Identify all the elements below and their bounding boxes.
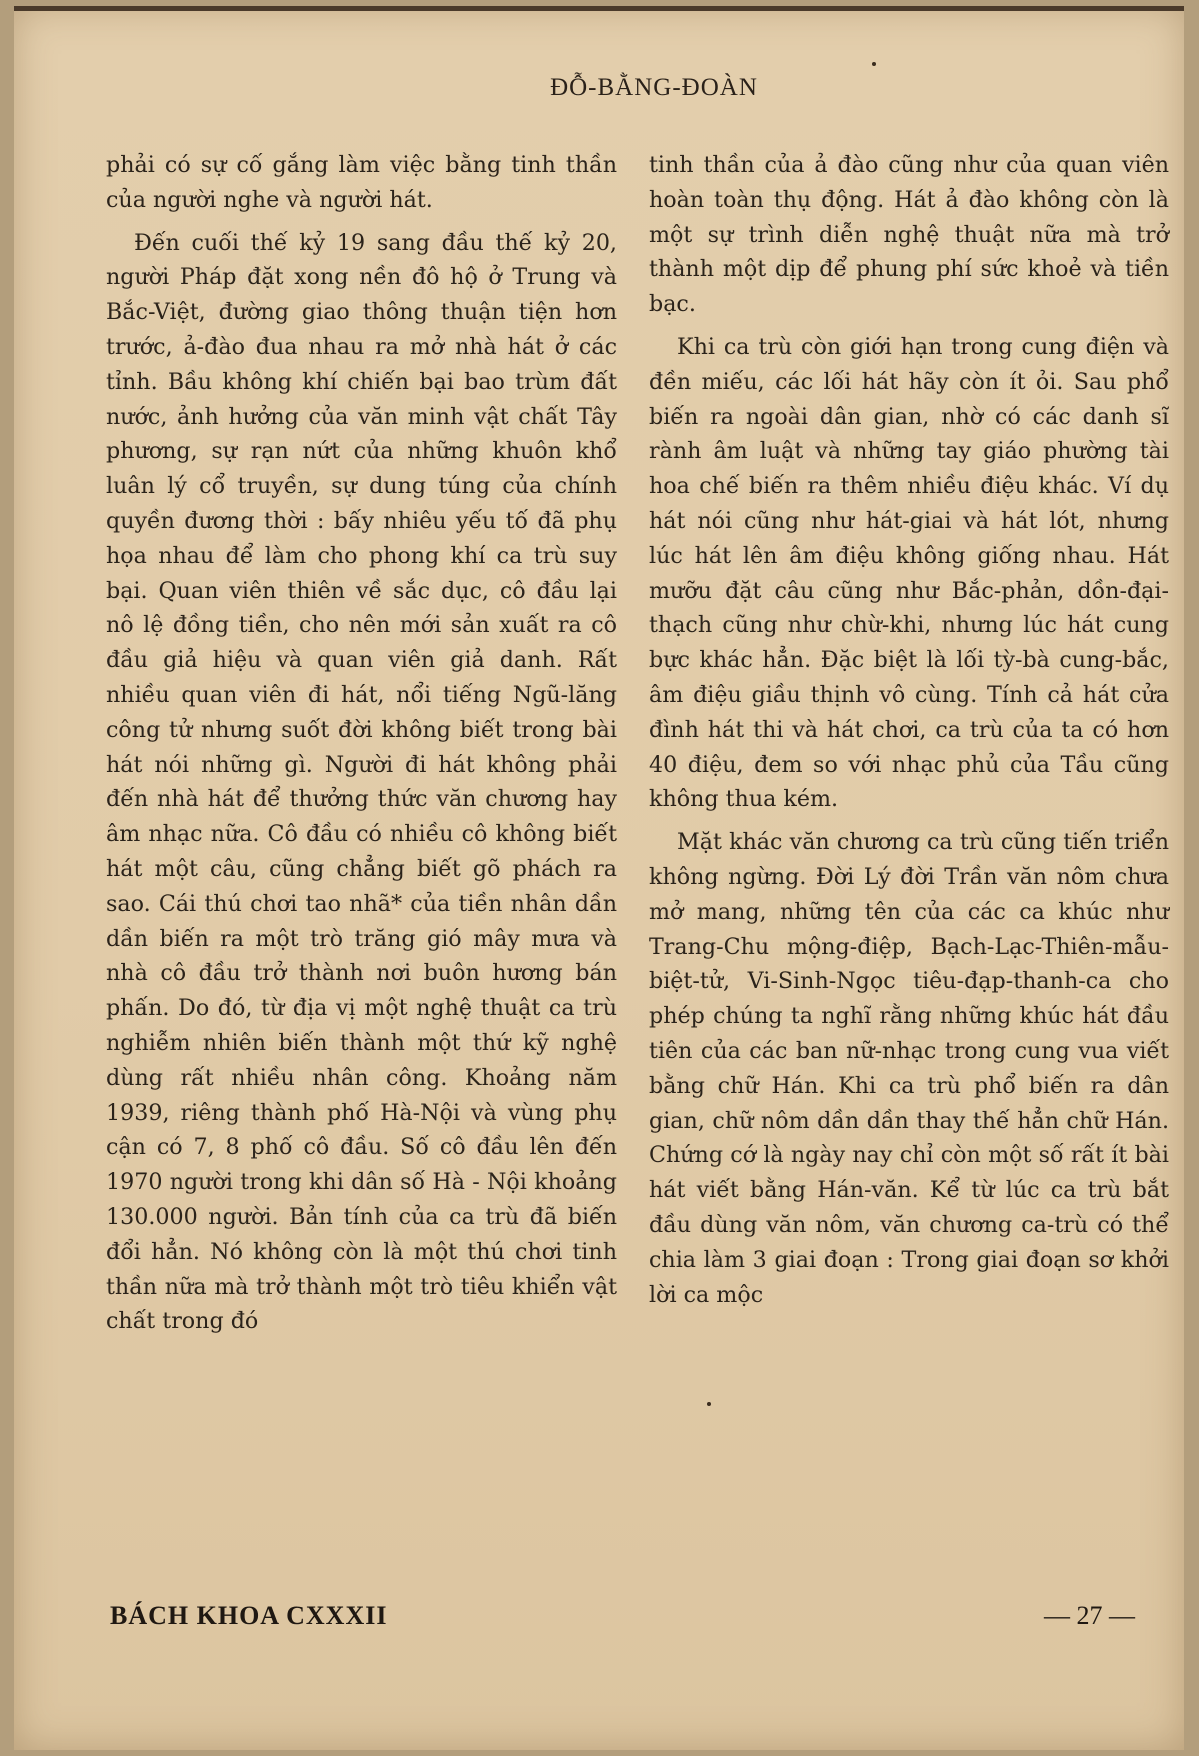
paragraph: Khi ca trù còn giới hạn trong cung điện và đền miếu, các lối hát hãy còn ít ỏi. Sau phổ biến ra ngoài dân gian, nhờ có các danh sĩ rành âm luật và những tay giáo phường tài hoa chế biến ra thêm nhiều điệu khác. Ví dụ hát nói cũng như hát-giai và hát lót, nhưng lúc hát lên âm điệu không giống nhau. Hát mưỡu đặt câu cũng như Bắc-phản, dồn-đại-thạch cũng như chừ-khi, nhưng lúc hát cung bực khác hẳn. Đặc biệt là lối tỳ-bà cung-bắc, âm điệu giầu thịnh vô cùng. Tính cả hát cửa đình hát thi và hát chơi, ca trù của ta có hơn 40 điệu, đem so với nhạc phủ của Tầu cũng không thua kém. — [649, 333, 1169, 813]
top-rule — [14, 6, 1184, 11]
paragraph: Mặt khác văn chương ca trù cũng tiến triển không ngừng. Đời Lý đời Trần văn nôm chưa mở mang, những tên của các ca khúc như Trang-Chu mộng-điệp, Bạch-Lạc-Thiên-mẫu-biệt-tử, Vi-Sinh-Ngọc tiêu-đạp-thanh-ca cho phép chúng ta nghĩ rằng những khúc hát đầu tiên của các ban nữ-nhạc trong cung vua viết bằng chữ Hán. Khi ca trù phổ biến ra dân gian, chữ nôm dần dần thay thế hẳn chữ Hán. Chứng cớ là ngày nay chỉ còn một số rất ít bài hát viết bằng Hán-văn. Kể từ lúc ca trù bắt đầu dùng văn nôm, văn chương ca-trù có thể chia làm 3 giai đoạn : Trong giai đoạn sơ khởi lời ca mộc — [649, 829, 1169, 1308]
left-column — [106, 148, 617, 1339]
paragraph: Đến cuối thế kỷ 19 sang đầu thế kỷ 20, người Pháp đặt xong nền đô hộ ở Trung và Bắc-Việt, đường giao thông thuận tiện hơn trước, ả-đào đua nhau ra mở nhà hát ở các tỉnh. Bầu không khí chiến bại bao trùm đất nước, ảnh hưởng của văn minh vật chất Tây phương, sự rạn nứt của những khuôn khổ luân lý cổ truyền, sự dung túng của chính quyền đương thời : bấy nhiêu yếu tố đã phụ họa nhau để làm cho phong khí ca trù suy bại. Quan viên thiên về sắc dục, cô đầu lại nô lệ đồng tiền, cho nên mới sản xuất ra cô đầu giả hiệu và quan viên giả danh. Rất nhiều quan viên đi hát, nổi tiếng Ngũ-lăng công tử nhưng suốt đời không biết trong bài hát nói những gì. Người đi hát không phải đến nhà hát để thưởng thức văn chương hay âm nhạc nữa. Cô đầu có nhiều cô không biết hát một câu, cũng chẳng biết gõ phách ra sao. Cái thú chơi tao nhã* của tiền nhân dần dần biến ra một trò trăng gió mây mưa và nhà cô đầu trở thành nơi buôn hương bán phấn. Do đó, từ địa vị một nghệ thuật ca trù nghiễm nhiên biến thành một thứ kỹ nghệ dùng rất nhiều nhân công. Khoảng năm 1939, riêng thành phố Hà-Nội và vùng phụ cận có 7, 8 phố cô đầu. Số cô đầu lên đến 1970 người trong khi dân số Hà - Nội khoảng 130.000 người. Bản tính của ca trù đã biến đổi hẳn. Nó không còn là một thú chơi tinh thần nữa mà trở thành một trò tiêu khiển vật chất trong đó — [106, 229, 617, 1335]
magazine-footer: BÁCH KHOA CXXXII — [110, 1601, 388, 1630]
ink-speck — [707, 1402, 711, 1406]
paragraph: phải có sự cố gắng làm việc bằng tinh thần của người nghe và người hát. — [106, 152, 617, 213]
page-number: — 27 — — [1044, 1601, 1135, 1630]
magazine-page — [14, 6, 1184, 1750]
right-column — [649, 148, 1169, 1312]
paragraph: tinh thần của ả đào cũng như của quan viên hoàn toàn thụ động. Hát ả đào không còn là một sự trình diễn nghệ thuật nữa mà trở thành một dịp để phung phí sức khoẻ và tiền bạc. — [649, 152, 1169, 318]
running-header: ĐỖ-BẰNG-ĐOÀN — [550, 74, 758, 101]
ink-speck — [872, 62, 876, 66]
